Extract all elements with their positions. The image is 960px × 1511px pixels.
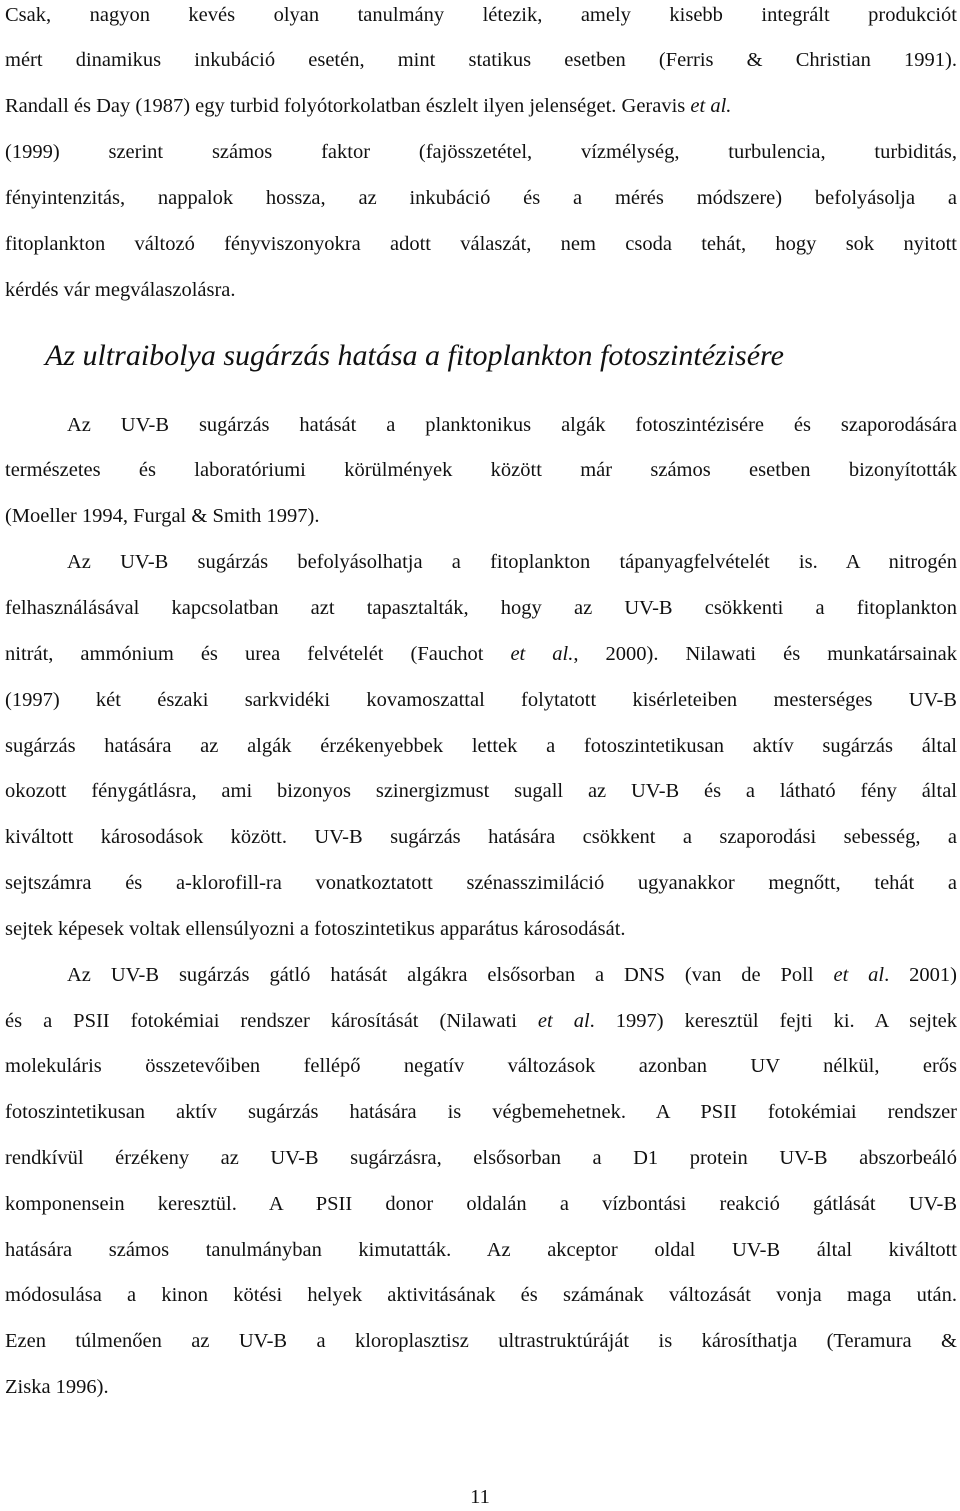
text-line: Az UV-B sugárzás hatását a planktonikus algák fotoszintézisére és szaporodására [67, 414, 957, 436]
text-line: Ezen túlmenően az UV-B a kloroplasztisz ultrastruktúráját is károsíthatja (Teramura & [5, 1330, 957, 1352]
section-heading: Az ultraibolya sugárzás hatása a fitoplankton fotoszintézisére [45, 339, 784, 372]
text-line: hatására számos tanulmányban kimutatták. Az akceptor oldal UV-B által kiváltott [5, 1239, 957, 1261]
text-line: okozott fénygátlásra, ami bizonyos szinergizmust sugall az UV-B és a látható fény által [5, 780, 957, 802]
text-line: Az UV-B sugárzás gátló hatását algákra elsősorban a DNS (van de Poll et al. 2001) [67, 964, 957, 986]
text-line: kérdés vár megválaszolásra. [5, 279, 236, 301]
text-line: fényintenzitás, nappalok hossza, az inkubáció és a mérés módszere) befolyásolja a [5, 187, 957, 209]
page-number: 11 [470, 1486, 490, 1508]
text-line: Csak, nagyon kevés olyan tanulmány létezik, amely kisebb integrált produkciót [5, 4, 957, 26]
text-line: komponensein keresztül. A PSII donor oldalán a vízbontási reakció gátlását UV-B [5, 1193, 957, 1215]
text-line: Ziska 1996). [5, 1376, 109, 1398]
text-line: sejtek képesek voltak ellensúlyozni a fotoszintetikus apparátus károsodását. [5, 918, 626, 940]
text-line: (Moeller 1994, Furgal & Smith 1997). [5, 505, 320, 527]
text-line: (1997) két északi sarkvidéki kovamoszattal folytatott kisérleteiben mesterséges UV-B [5, 689, 957, 711]
text-line: rendkívül érzékeny az UV-B sugárzásra, elsősorban a D1 protein UV-B abszorbeáló [5, 1147, 957, 1169]
text-line: kiváltott károsodások között. UV-B sugárzás hatására csökkent a szaporodási sebesség, a [5, 826, 957, 848]
text-line: sejtszámra és a-klorofill-ra vonatkoztatott szénasszimiláció ugyanakkor megnőtt, tehát a [5, 872, 957, 894]
text-line: mért dinamikus inkubáció esetén, mint statikus esetben (Ferris & Christian 1991). [5, 49, 957, 71]
text-line: módosulása a kinon kötési helyek aktivitásának és számának változását vonja maga után. [5, 1284, 957, 1306]
text-line: felhasználásával kapcsolatban azt tapasztalták, hogy az UV-B csökkenti a fitoplankton [5, 597, 957, 619]
text-line: és a PSII fotokémiai rendszer károsítását (Nilawati et al. 1997) keresztül fejti ki. A sejtek [5, 1010, 957, 1032]
text-line: Randall és Day (1987) egy turbid folyótorkolatban észlelt ilyen jelenséget. Geravis et al. [5, 95, 732, 117]
text-line: természetes és laboratóriumi körülmények között már számos esetben bizonyították [5, 459, 957, 481]
text-line: sugárzás hatására az algák érzékenyebbek lettek a fotoszintetikusan aktív sugárzás által [5, 735, 957, 757]
text-line: fitoplankton változó fényviszonyokra adott válaszát, nem csoda tehát, hogy sok nyitott [5, 233, 957, 255]
text-line: Az UV-B sugárzás befolyásolhatja a fitoplankton tápanyagfelvételét is. A nitrogén [67, 551, 957, 573]
text-line: fotoszintetikusan aktív sugárzás hatására is végbemehetnek. A PSII fotokémiai rendszer [5, 1101, 957, 1123]
text-line: (1999) szerint számos faktor (fajösszetétel, vízmélység, turbulencia, turbiditás, [5, 141, 957, 163]
text-line: nitrát, ammónium és urea felvételét (Fauchot et al., 2000). Nilawati és munkatársainak [5, 643, 957, 665]
text-line: molekuláris összetevőiben fellépő negatív változások azonban UV nélkül, erős [5, 1055, 957, 1077]
